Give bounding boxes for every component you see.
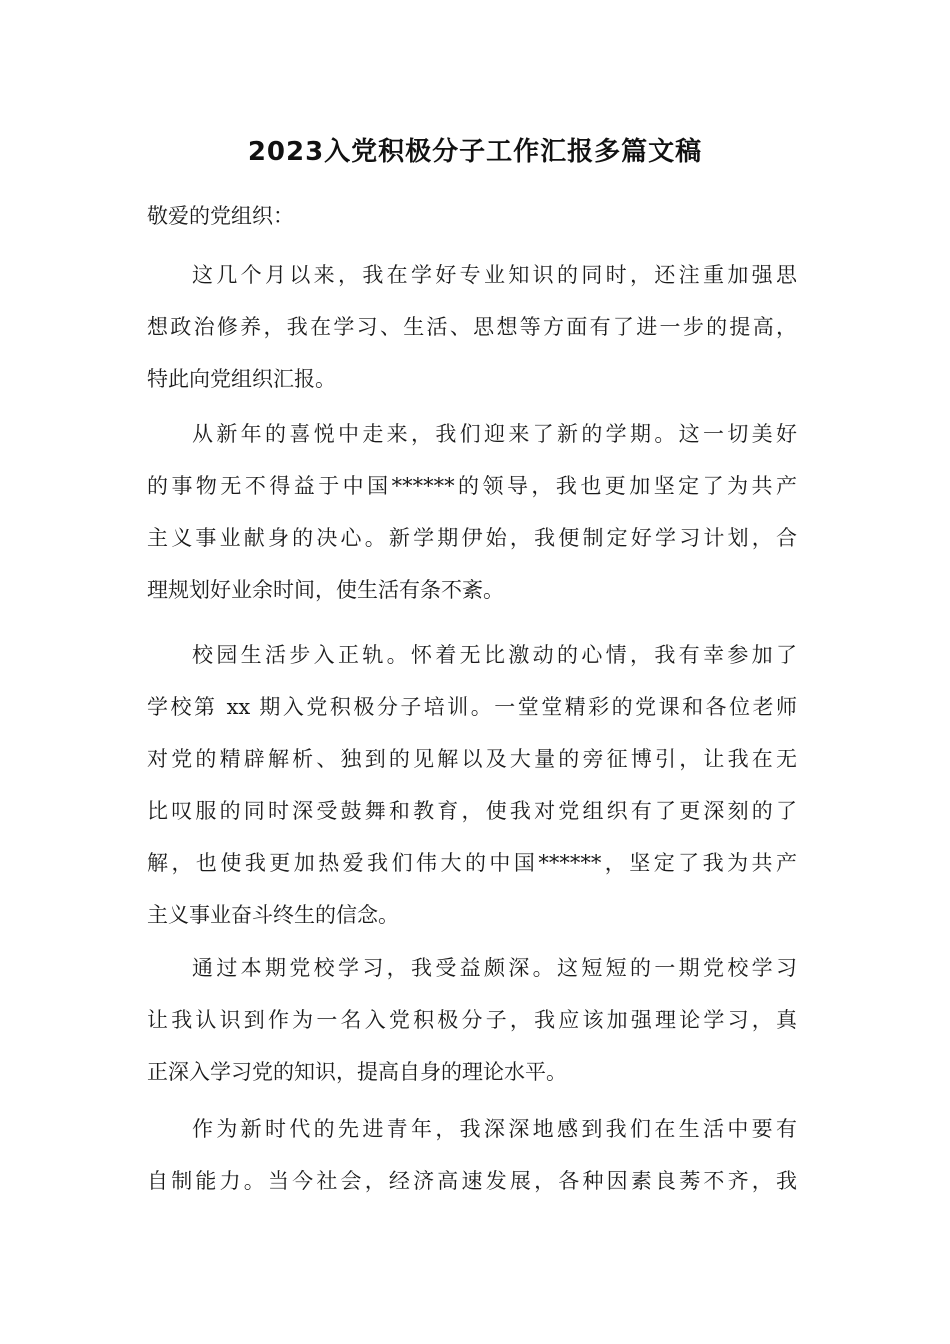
paragraph-line: 自制能力。当今社会，经济高速发展，各种因素良莠不齐，我 [147, 1169, 797, 1193]
paragraph-line: 作为新时代的先进青年，我深深地感到我们在生活中要有 [192, 1117, 797, 1141]
paragraph-3 [147, 629, 797, 941]
paragraph-5 [147, 1103, 797, 1207]
paragraph-line: 从新年的喜悦中走来，我们迎来了新的学期。这一切美好 [192, 422, 797, 446]
paragraph-2 [147, 408, 797, 616]
paragraph-line: 想政治修养，我在学习、生活、思想等方面有了进一步的提高， [147, 315, 797, 339]
salutation: 敬爱的党组织： [147, 204, 294, 228]
paragraph-line: 让我认识到作为一名入党积极分子，我应该加强理论学习，真 [147, 1008, 797, 1032]
paragraph-line: 主义事业献身的决心。新学期伊始，我便制定好学习计划，合 [147, 526, 797, 550]
document-title: 2023入党积极分子工作汇报多篇文稿 [247, 137, 703, 167]
paragraph-line: 理规划好业余时间，使生活有条不紊。 [147, 578, 504, 602]
paragraph-line: 正深入学习党的知识，提高自身的理论水平。 [147, 1060, 567, 1084]
paragraph-line: 特此向党组织汇报。 [147, 367, 336, 391]
paragraph-4 [147, 942, 797, 1098]
paragraph-line: 比叹服的同时深受鼓舞和教育，使我对党组织有了更深刻的了 [147, 799, 797, 823]
paragraph-1 [147, 249, 797, 405]
paragraph-line: 校园生活步入正轨。怀着无比激动的心情，我有幸参加了 [192, 643, 797, 667]
paragraph-line: 这几个月以来，我在学好专业知识的同时，还注重加强思 [192, 263, 797, 287]
paragraph-line: 学校第 xx 期入党积极分子培训。一堂堂精彩的党课和各位老师 [147, 695, 797, 719]
paragraph-line: 的事物无不得益于中国******的领导，我也更加坚定了为共产 [147, 474, 797, 498]
paragraph-line: 解，也使我更加热爱我们伟大的中国******，坚定了我为共产 [147, 851, 797, 875]
paragraph-line: 主义事业奋斗终生的信念。 [147, 903, 399, 927]
paragraph-line: 通过本期党校学习，我受益颇深。这短短的一期党校学习 [192, 956, 797, 980]
paragraph-line: 对党的精辟解析、独到的见解以及大量的旁征博引，让我在无 [147, 747, 797, 771]
